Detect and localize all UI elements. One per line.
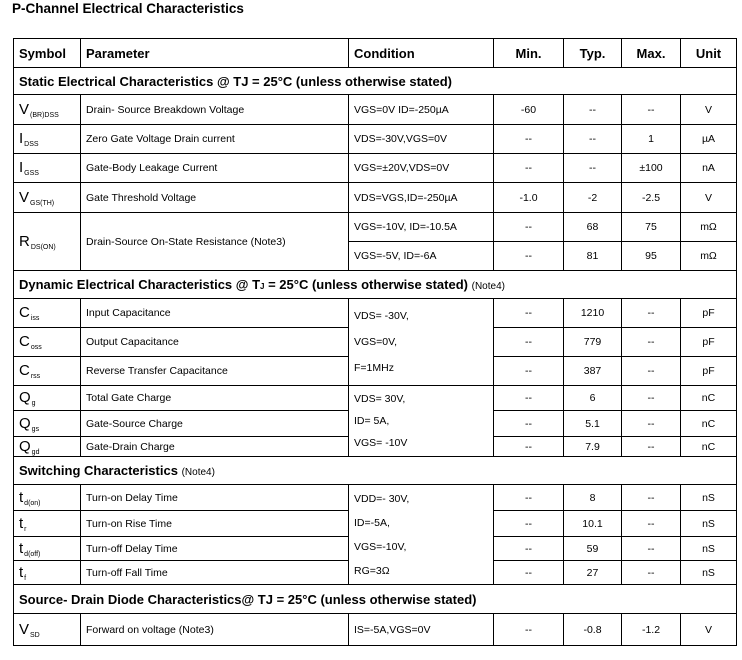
characteristics-table xyxy=(13,38,737,646)
typ-cell: 5.1 xyxy=(564,411,622,437)
symbol-cell: $V_{SD}$ xyxy=(14,614,81,646)
symbol-cell: $Q_{gd}$ xyxy=(14,437,81,457)
min-cell: -- xyxy=(494,357,564,386)
symbol-cell: $C_{oss}$ xyxy=(14,328,81,357)
table-row xyxy=(14,125,737,154)
max-cell: -- xyxy=(622,485,681,511)
condition-cell: VDS= -30V, VGS=0V, F=1MHz xyxy=(349,299,494,386)
parameter-cell: Turn-on Delay Time xyxy=(81,485,349,511)
typ-cell: 779 xyxy=(564,328,622,357)
table-row xyxy=(14,485,737,511)
unit-cell: V xyxy=(681,614,737,646)
section-diode-title: Source- Drain Diode Characteristics@ TJ = 25°C (unless otherwise stated) xyxy=(14,585,737,614)
typ-cell: 81 xyxy=(564,242,622,271)
parameter-cell: Drain-Source On-State Resistance (Note3) xyxy=(81,213,349,271)
parameter-cell: Gate Threshold Voltage xyxy=(81,183,349,213)
unit-cell: nS xyxy=(681,537,737,561)
symbol-cell: $I_{GSS}$ xyxy=(14,154,81,183)
symbol-cell: $R_{DS(ON)}$ xyxy=(14,213,81,271)
min-cell: -- xyxy=(494,386,564,411)
unit-cell: µA xyxy=(681,125,737,154)
symbol-cell: $Q_{gs}$ xyxy=(14,411,81,437)
header-condition: Condition xyxy=(349,39,494,68)
parameter-cell: Turn-off Delay Time xyxy=(81,537,349,561)
max-cell: -- xyxy=(622,299,681,328)
section-row xyxy=(14,585,737,614)
min-cell: -- xyxy=(494,328,564,357)
condition-cell: VDS=-30V,VGS=0V xyxy=(349,125,494,154)
max-cell: -- xyxy=(622,411,681,437)
symbol-cell: $t_r$ xyxy=(14,511,81,537)
parameter-cell: Gate-Drain Charge xyxy=(81,437,349,457)
min-cell: -- xyxy=(494,485,564,511)
unit-cell: nS xyxy=(681,561,737,585)
max-cell: 95 xyxy=(622,242,681,271)
condition-cell: VGS=-10V, ID=-10.5A xyxy=(349,213,494,242)
unit-cell: V xyxy=(681,183,737,213)
condition-cell: VDS= 30V, ID= 5A, VGS= -10V xyxy=(349,386,494,457)
min-cell: -- xyxy=(494,614,564,646)
typ-cell: 59 xyxy=(564,537,622,561)
max-cell: -- xyxy=(622,357,681,386)
parameter-cell: Turn-on Rise Time xyxy=(81,511,349,537)
symbol-cell: $V_{GS(TH)}$ xyxy=(14,183,81,213)
min-cell: -- xyxy=(494,125,564,154)
unit-cell: nC xyxy=(681,411,737,437)
header-symbol: Symbol xyxy=(14,39,81,68)
typ-cell: -- xyxy=(564,154,622,183)
table-row xyxy=(14,154,737,183)
typ-cell: 10.1 xyxy=(564,511,622,537)
min-cell: -- xyxy=(494,242,564,271)
section-switching-title: Switching Characteristics (Note4) xyxy=(14,457,737,485)
min-cell: -- xyxy=(494,437,564,457)
parameter-cell: Total Gate Charge xyxy=(81,386,349,411)
max-cell: -- xyxy=(622,328,681,357)
header-typ: Typ. xyxy=(564,39,622,68)
max-cell: 75 xyxy=(622,213,681,242)
max-cell: -1.2 xyxy=(622,614,681,646)
typ-cell: -- xyxy=(564,95,622,125)
unit-cell: mΩ xyxy=(681,213,737,242)
parameter-cell: Gate-Source Charge xyxy=(81,411,349,437)
typ-cell: -2 xyxy=(564,183,622,213)
parameter-cell: Turn-off Fall Time xyxy=(81,561,349,585)
typ-cell: 27 xyxy=(564,561,622,585)
min-cell: -60 xyxy=(494,95,564,125)
max-cell: ±100 xyxy=(622,154,681,183)
symbol-cell: $I_{DSS}$ xyxy=(14,125,81,154)
table-row xyxy=(14,386,737,411)
min-cell: -- xyxy=(494,537,564,561)
unit-cell: nS xyxy=(681,485,737,511)
table-row xyxy=(14,213,737,242)
symbol-cell: $C_{rss}$ xyxy=(14,357,81,386)
parameter-cell: Drain- Source Breakdown Voltage xyxy=(81,95,349,125)
condition-cell: VGS=±20V,VDS=0V xyxy=(349,154,494,183)
symbol-cell: $t_{d(on)}$ xyxy=(14,485,81,511)
max-cell: -- xyxy=(622,437,681,457)
table-row xyxy=(14,299,737,328)
typ-cell: 1210 xyxy=(564,299,622,328)
max-cell: 1 xyxy=(622,125,681,154)
table-row xyxy=(14,614,737,646)
max-cell: -- xyxy=(622,537,681,561)
unit-cell: pF xyxy=(681,328,737,357)
table-row xyxy=(14,95,737,125)
symbol-cell: $Q_g$ xyxy=(14,386,81,411)
min-cell: -- xyxy=(494,154,564,183)
unit-cell: pF xyxy=(681,299,737,328)
condition-cell: VDD=- 30V, ID=-5A, VGS=-10V, RG=3Ω xyxy=(349,485,494,585)
parameter-cell: Reverse Transfer Capacitance xyxy=(81,357,349,386)
symbol-cell: $V_{(BR)DSS}$ xyxy=(14,95,81,125)
typ-cell: 6 xyxy=(564,386,622,411)
condition-cell: IS=-5A,VGS=0V xyxy=(349,614,494,646)
min-cell: -1.0 xyxy=(494,183,564,213)
symbol-cell: $t_f$ xyxy=(14,561,81,585)
parameter-cell: Forward on voltage (Note3) xyxy=(81,614,349,646)
page-title: P-Channel Electrical Characteristics xyxy=(12,1,244,16)
unit-cell: mΩ xyxy=(681,242,737,271)
unit-cell: nC xyxy=(681,437,737,457)
condition-cell: VGS=-5V, ID=-6A xyxy=(349,242,494,271)
parameter-cell: Gate-Body Leakage Current xyxy=(81,154,349,183)
min-cell: -- xyxy=(494,561,564,585)
symbol-cell: $C_{iss}$ xyxy=(14,299,81,328)
min-cell: -- xyxy=(494,411,564,437)
max-cell: -- xyxy=(622,386,681,411)
max-cell: -- xyxy=(622,95,681,125)
unit-cell: nA xyxy=(681,154,737,183)
parameter-cell: Output Capacitance xyxy=(81,328,349,357)
header-unit: Unit xyxy=(681,39,737,68)
header-row xyxy=(14,39,737,68)
condition-cell: VGS=0V ID=-250µA xyxy=(349,95,494,125)
section-dynamic-title: Dynamic Electrical Characteristics @ TJ = 25°C (unless otherwise stated) (Note4) xyxy=(14,271,737,299)
typ-cell: -0.8 xyxy=(564,614,622,646)
table-row xyxy=(14,183,737,213)
header-max: Max. xyxy=(622,39,681,68)
min-cell: -- xyxy=(494,213,564,242)
typ-cell: 68 xyxy=(564,213,622,242)
parameter-cell: Zero Gate Voltage Drain current xyxy=(81,125,349,154)
unit-cell: pF xyxy=(681,357,737,386)
min-cell: -- xyxy=(494,299,564,328)
section-row xyxy=(14,68,737,95)
max-cell: -2.5 xyxy=(622,183,681,213)
section-row xyxy=(14,457,737,485)
parameter-cell: Input Capacitance xyxy=(81,299,349,328)
typ-cell: 7.9 xyxy=(564,437,622,457)
unit-cell: nS xyxy=(681,511,737,537)
max-cell: -- xyxy=(622,511,681,537)
section-static-title: Static Electrical Characteristics @ TJ = 25°C (unless otherwise stated) xyxy=(14,68,737,95)
typ-cell: -- xyxy=(564,125,622,154)
typ-cell: 8 xyxy=(564,485,622,511)
symbol-cell: $t_{d(off)}$ xyxy=(14,537,81,561)
header-parameter: Parameter xyxy=(81,39,349,68)
condition-cell: VDS=VGS,ID=-250µA xyxy=(349,183,494,213)
section-row xyxy=(14,271,737,299)
max-cell: -- xyxy=(622,561,681,585)
min-cell: -- xyxy=(494,511,564,537)
unit-cell: V xyxy=(681,95,737,125)
unit-cell: nC xyxy=(681,386,737,411)
header-min: Min. xyxy=(494,39,564,68)
typ-cell: 387 xyxy=(564,357,622,386)
